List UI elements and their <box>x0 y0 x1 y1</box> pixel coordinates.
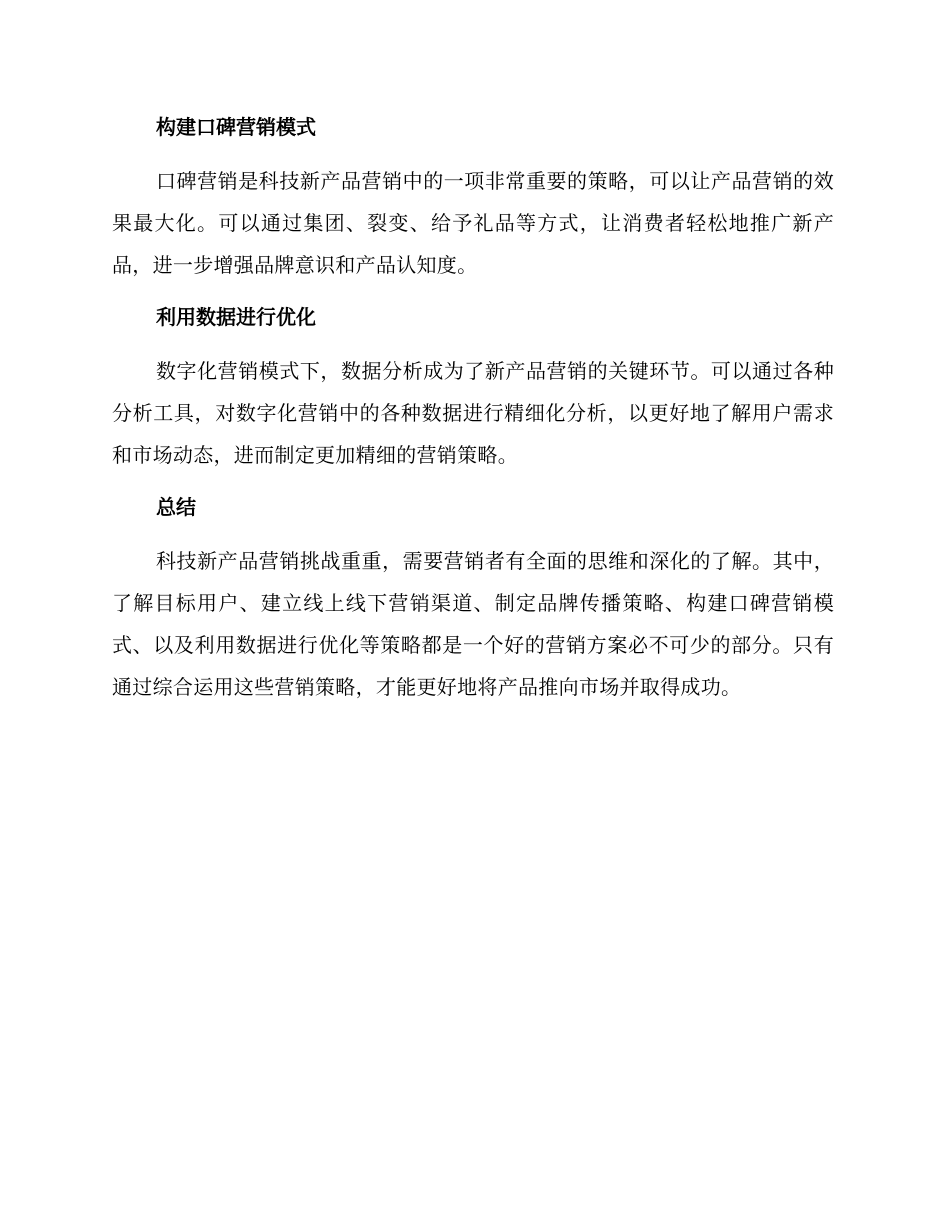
section-body-summary: 科技新产品营销挑战重重，需要营销者有全面的思维和深化的了解。其中，了解目标用户、建立线上线下营销渠道、制定品牌传播策略、构建口碑营销模式、以及利用数据进行优化等策略都是一个好的营销方案必不可少的部分。只有通过综合运用这些营销策略，才能更好地将产品推向市场并取得成功。 <box>112 549 834 699</box>
section-heading-word-of-mouth: 构建口碑营销模式 <box>156 115 316 139</box>
section-body-data-optimization: 数字化营销模式下，数据分析成为了新产品营销的关键环节。可以通过各种分析工具，对数字化营销中的各种数据进行精细化分析，以更好地了解用户需求和市场动态，进而制定更加精细的营销策略。 <box>112 359 834 467</box>
section-heading-summary: 总结 <box>156 495 196 519</box>
section-heading-data-optimization: 利用数据进行优化 <box>156 305 316 329</box>
section-body-word-of-mouth: 口碑营销是科技新产品营销中的一项非常重要的策略，可以让产品营销的效果最大化。可以通过集团、裂变、给予礼品等方式，让消费者轻松地推广新产品，进一步增强品牌意识和产品认知度。 <box>112 169 834 277</box>
